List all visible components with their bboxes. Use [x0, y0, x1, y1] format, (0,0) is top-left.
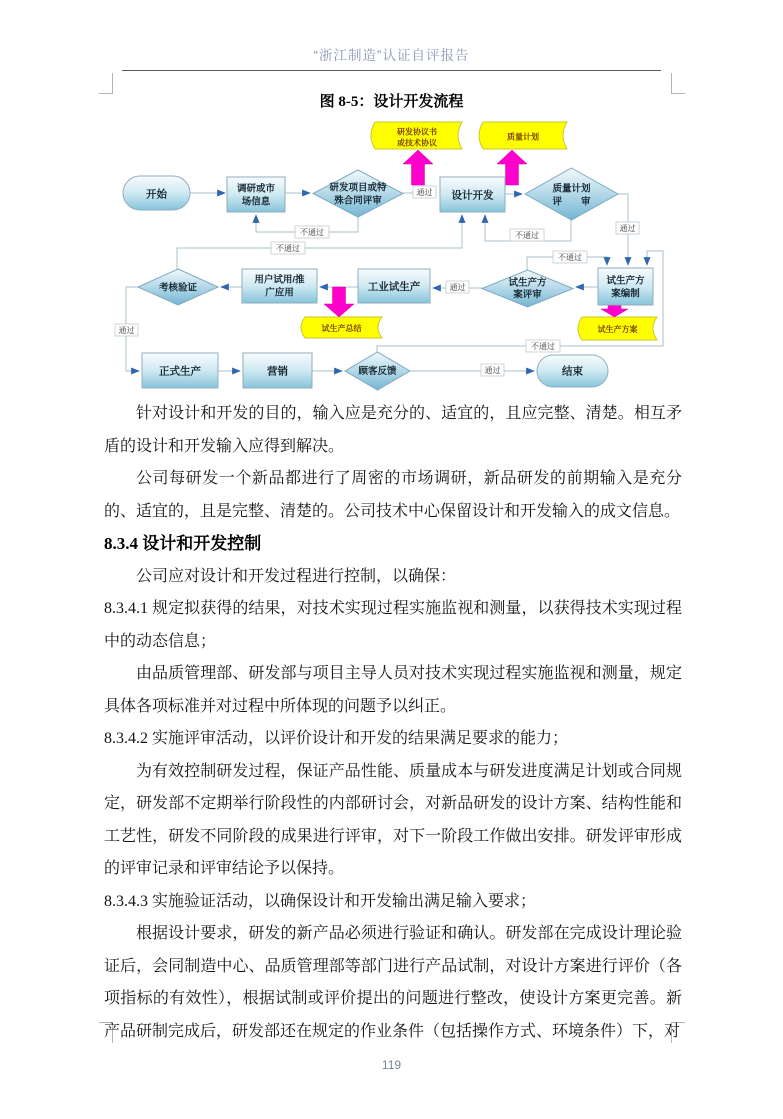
- edge-label-pass: [115, 324, 138, 336]
- svg-text:不通过: 不通过: [276, 244, 300, 253]
- agreement-doc-label: 研发协议书: [397, 127, 437, 137]
- node-trial-plan-prep-label: 案编制: [611, 288, 640, 300]
- node-design-dev-label: 设计开发: [451, 189, 494, 202]
- svg-text:通过: 通过: [449, 283, 466, 292]
- magenta-up-arrow-icon: [403, 150, 433, 185]
- paragraph-control-intro: 公司应对设计和开发过程进行控制，以确保：: [136, 567, 457, 585]
- node-industrial-trial-label: 工业试生产: [367, 281, 421, 293]
- body-text: [104, 398, 682, 1048]
- node-project-review: [313, 170, 403, 217]
- svg-text:不通过: 不通过: [558, 253, 582, 262]
- paragraph-monitoring: 由品质管理部、研发部与项目主导人员对技术实现过程实施监视和测量，规定具体各项标准并对过程中所体现的问题予以纠正。: [104, 665, 682, 715]
- magenta-down-arrow-icon: [601, 305, 628, 317]
- agreement-doc-label: 或技术协议: [397, 138, 437, 148]
- node-quality-plan-review-label: 评 审: [552, 196, 591, 208]
- node-survey-label: 调研或市: [236, 183, 276, 195]
- edge-label-pass: [481, 364, 504, 376]
- paragraph-market-research: 公司每研发一个新品都进行了周密的市场调研，新品研发的前期输入是充分的、适宜的，且是完整、清楚的。公司技术中心保留设计和开发输入的成文信息。: [104, 470, 682, 520]
- page-number: 119: [381, 1058, 402, 1072]
- node-trial-plan-prep-label: 试生产方: [606, 275, 645, 287]
- svg-text:通过: 通过: [619, 224, 636, 233]
- paragraph-review-activity: 为有效控制研发过程，保证产品性能、质量成本与研发进度满足计划或合同规定，研发部不定期举行阶段性的内部研讨会，对新品研发的设计方案、结构性能和工艺性，研发不同阶段的成果进行评审，对下一阶段工作做出安排。研发评审形成的评审记录和评审结论予以保持。: [104, 762, 682, 877]
- node-user-trial-label: 广应用: [265, 287, 294, 299]
- node-trial-plan-review-label: 案评审: [513, 289, 542, 301]
- design-development-flowchart: [95, 105, 695, 405]
- svg-text:不通过: 不通过: [515, 231, 539, 240]
- svg-text:通过: 通过: [118, 326, 135, 335]
- paragraph-verification: 根据设计要求，研发的新产品必须进行验证和确认。研发部在完成设计理论验证后，会同制造中心、品质管理部等部门进行产品试制，对设计方案进行评价（各项指标的有效性），根据试制或评价提出的问题进行整改，使设计方案更完善。新产品研制完成后，研发部还在规定的作业条件（包括操作方式、环境条件）下，对: [104, 925, 682, 1040]
- report-header-title: “浙江制造”认证自评报告: [313, 48, 470, 63]
- figure-title: 图 8-5：设计开发流程: [319, 94, 464, 110]
- node-trial-plan-review-label: 试生产方: [508, 277, 547, 289]
- node-assess-verify-label: 考核验证: [158, 282, 198, 294]
- node-trial-plan-review: [482, 270, 573, 307]
- section-heading-8-3-4: 8.3.4 设计和开发控制: [104, 534, 262, 553]
- node-end-label: 结束: [562, 365, 583, 378]
- edge-label-fail: [510, 229, 544, 241]
- paragraph-design-input-requirement: 针对设计和开发的目的，输入应是充分的、适宜的，且应完整、清楚。相互矛盾的设计和开发输入应得到解决。: [104, 405, 682, 455]
- node-start-label: 开始: [146, 188, 167, 201]
- edge-label-pass: [413, 186, 436, 198]
- svg-text:通过: 通过: [484, 366, 501, 375]
- svg-text:不通过: 不通过: [531, 342, 555, 351]
- node-formal-production-label: 正式生产: [159, 365, 201, 378]
- magenta-down-arrow-icon: [324, 287, 354, 317]
- edge-label-pass: [616, 222, 639, 234]
- edge-label-pass: [446, 281, 469, 293]
- node-quality-plan-review-label: 质量计划: [552, 183, 591, 195]
- paragraph-8-3-4-2: 8.3.4.2 实施评审活动，以评价设计和开发的结果满足要求的能力；: [104, 730, 569, 747]
- edge-label-fail: [553, 251, 587, 263]
- node-user-trial-label: 用户试用/推: [254, 274, 305, 286]
- quality-plan-doc-label: 质量计划: [507, 132, 539, 142]
- edge-label-fail: [295, 226, 329, 238]
- node-project-review-label: 研发项目或特: [329, 182, 387, 194]
- node-project-review-label: 殊合同评审: [334, 195, 382, 207]
- svg-text:通过: 通过: [416, 188, 433, 197]
- node-customer-feedback-label: 顾客反馈: [358, 366, 397, 377]
- header-rule: [122, 70, 661, 71]
- node-marketing-label: 营销: [267, 365, 288, 378]
- edge-label-fail: [526, 340, 560, 352]
- edge-assess-fail-loop: [177, 215, 462, 269]
- node-survey-label: 场信息: [241, 196, 271, 208]
- paragraph-8-3-4-1: 8.3.4.1 规定拟获得的结果，对技术实现过程实施监视和测量，以获得技术实现过程中的动态信息；: [104, 600, 682, 650]
- svg-text:不通过: 不通过: [300, 228, 324, 237]
- trial-plan-doc-label: 试生产方案: [597, 325, 638, 334]
- edge-label-fail: [271, 242, 305, 254]
- trial-summary-doc-label: 试生产总结: [321, 324, 362, 333]
- paragraph-8-3-4-3: 8.3.4.3 实施验证活动，以确保设计和开发输出满足输入要求；: [104, 892, 537, 910]
